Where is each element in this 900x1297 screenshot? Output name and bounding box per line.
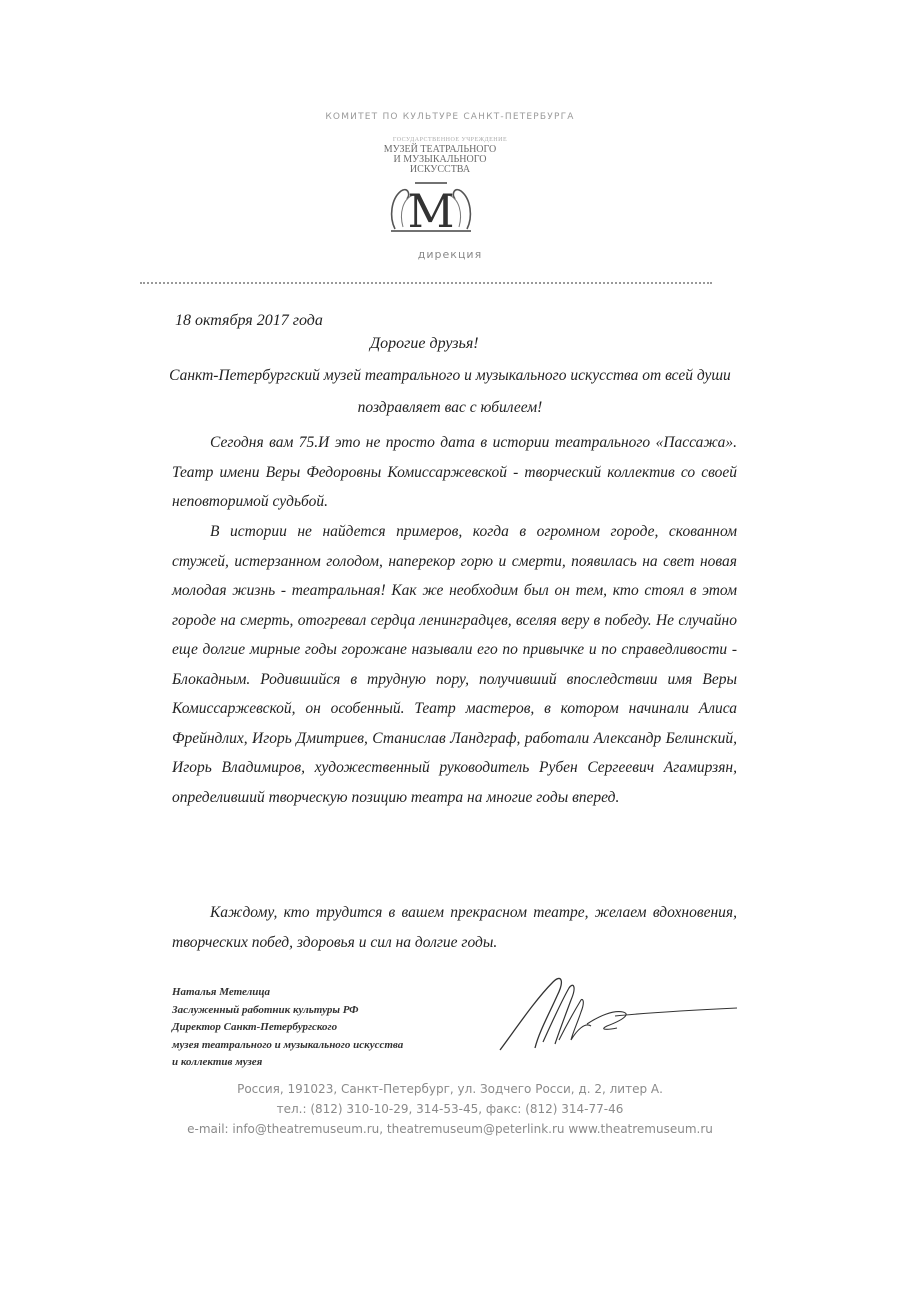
handwritten-signature [495,970,740,1065]
museum-institution-label: ГОСУДАРСТВЕННОЕ УЧРЕЖДЕНИЕ [392,137,508,143]
footer-contacts: e-mail: info@theatremuseum.ru, theatremuseum@peterlink.ru www.theatremuseum.ru [187,1122,713,1136]
signatory-title: музея театрального и музыкального искусства [172,1038,404,1051]
letter-paragraph: Каждому, кто трудится в вашем прекрасном театре, желаем вдохновения, творческих побед, здоровья и сил на долгие годы. [172,904,737,951]
signatory-block [172,984,502,1072]
letter-paragraph: В истории не найдется примеров, когда в огромном городе, скованном стужей, истерзанном голодом, наперекор горю и смерти, появилась на свет новая молодая жизнь - театральная! Как же необходим был он тем, кто стоял в этом городе на смерть, отогревал сердца ленинградцев, вселяя веру в победу. Не случайно еще долгие мирные годы горожане называли его по привычке и по справедливости - Блокадным. Родившийся в трудную пору, получивший впоследствии имя Веры Комиссаржевской, он особенный. Театр мастеров, в котором начинали Алиса Фрейндлих, Игорь Дмитриев, Станислав Ландграф, работали Александр Белинский, Игорь Владимиров, художественный руководитель Рубен Сергеевич Агамирзян, определивший творческую позицию театра на многие годы вперед. [172,523,737,806]
letter-date: 18 октября 2017 года [175,312,323,329]
signatory-title: Заслуженный работник культуры РФ [172,1003,359,1016]
footer-address: Россия, 191023, Санкт-Петербург, ул. Зодчего Росси, д. 2, литер А. [237,1082,663,1096]
footer-phones: тел.: (812) 310-10-29, 314-53-45, факс: (812) 314-77-46 [276,1102,624,1116]
logo-letter: M [407,184,455,237]
letter-paragraph: Сегодня вам 75.И это не просто дата в истории театрального «Пассажа». Театр имени Веры Федоровны Комиссаржевской - творческий коллектив со своей неповторимой судьбой. [172,434,737,510]
letter-greeting: Дорогие друзья! [370,335,479,352]
direction-label: дирекция [417,248,483,261]
letter-intro: Санкт-Петербургский музей театрального и музыкального искусства от всей души поздравляет вас с юбилеем! [169,367,731,416]
committee-header: КОМИТЕТ ПО КУЛЬТУРЕ САНКТ-ПЕТЕРБУРГА [325,112,575,122]
museum-logo-icon [385,177,477,237]
signatory-name: Наталья Метелица [172,986,270,998]
signatory-title: и коллектив музея [172,1056,263,1068]
signatory-title: Директор Санкт-Петербургского [172,1021,338,1033]
header-divider [140,282,712,284]
museum-name: МУЗЕЙ ТЕАТРАЛЬНОГО И МУЗЫКАЛЬНОГО ИСКУССТВА [383,144,497,175]
